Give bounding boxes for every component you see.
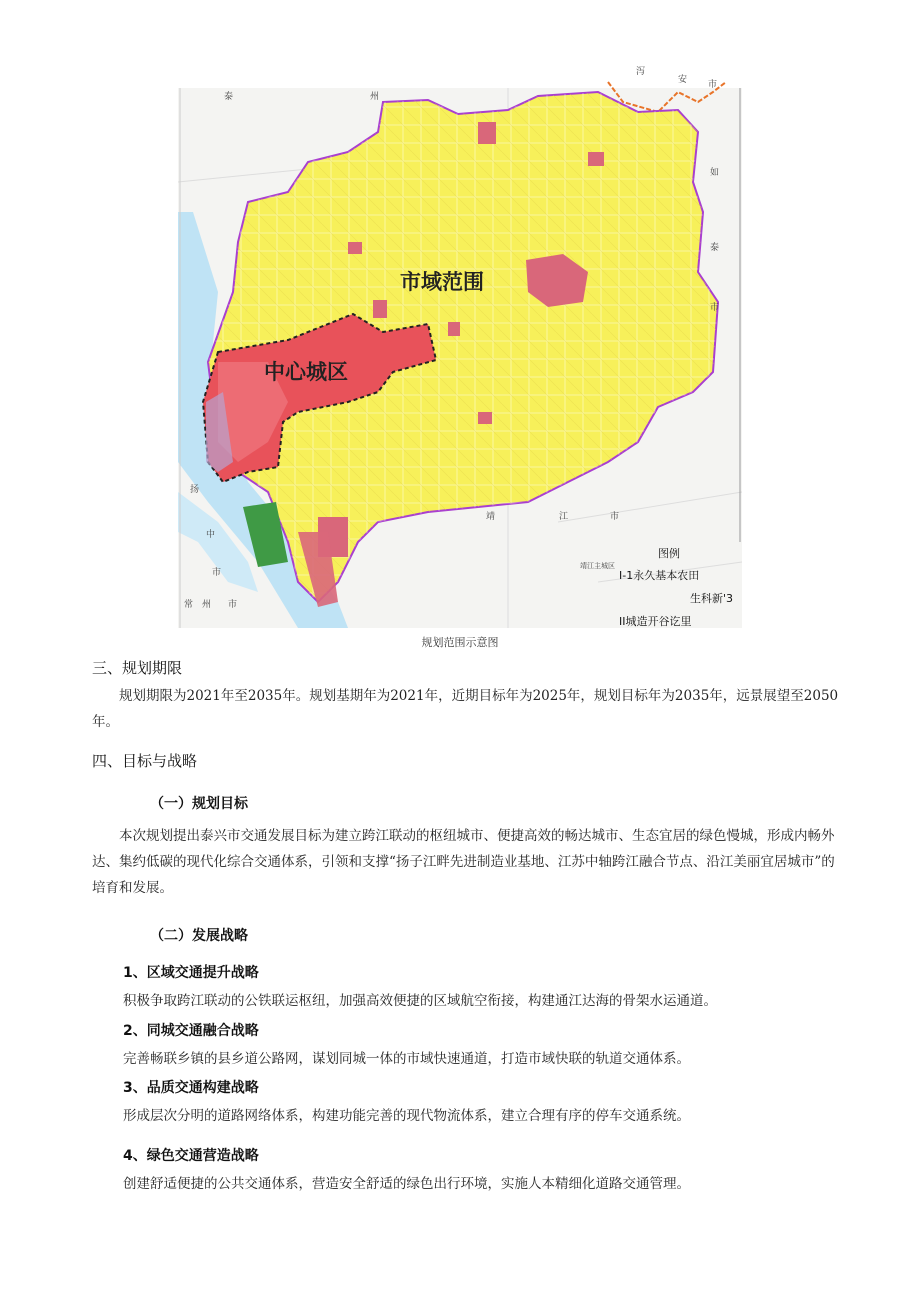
- legend-item: 靖江主城区: [580, 562, 615, 570]
- edge-label: 中: [206, 530, 216, 540]
- edge-label: 市: [710, 303, 720, 313]
- edge-label: 泰: [224, 92, 234, 102]
- edge-label: 市: [212, 568, 222, 578]
- edge-label: 市: [610, 512, 620, 522]
- figure-caption: 规划范围示意图: [421, 636, 499, 649]
- legend-item: I-1永久基本农田: [619, 569, 700, 582]
- edge-label: 州: [370, 92, 380, 102]
- legend-title: 图例: [658, 547, 680, 560]
- strategy-text: 创建舒适便捷的公共交通体系，营造安全舒适的绿色出行环境，实施人本精细化道路交通管理。: [123, 1176, 690, 1192]
- edge-label: 如: [710, 168, 720, 178]
- legend-item: 生科新'3: [690, 592, 734, 605]
- city-area-label: 市域范围: [400, 270, 484, 294]
- edge-label: 常: [184, 600, 194, 610]
- strategy-title: 4、绿色交通营造战略: [123, 1148, 259, 1164]
- edge-label: 市: [228, 600, 238, 610]
- legend-item: II城造开谷讫里: [619, 615, 692, 628]
- strategy-text: 完善畅联乡镇的县乡道公路网，谋划同城一体的市域快速通道，打造市域快联的轨道交通体系。: [123, 1051, 690, 1067]
- subsection-heading: （一）规划目标: [150, 796, 248, 812]
- strategy-text: 形成层次分明的道路网络体系，构建功能完善的现代物流体系，建立合理有序的停车交通系统。: [123, 1108, 690, 1124]
- edge-label: 靖: [486, 512, 496, 522]
- edge-label: 安: [678, 75, 688, 85]
- strategy-title: 1、区域交通提升战略: [123, 965, 259, 981]
- dev-zone-small: [373, 300, 387, 318]
- strategy-text: 积极争取跨江联动的公铁联运枢纽，加强高效便捷的区域航空衔接，构建通江达海的骨架水运通道。: [123, 993, 717, 1009]
- paragraph: 本次规划提出泰兴市交通发展目标为建立跨江联动的枢纽城市、便捷高效的畅达城市、生态宜居的绿色慢城，形成内畅外达、集约低碳的现代化综合交通体系，引领和支撑“扬子江畔先进制造业基地、江苏中轴跨江融合节点、沿江美丽宜居城市”的培育和发展。: [92, 828, 835, 896]
- edge-label: 江: [559, 512, 569, 522]
- strategy-title: 2、同城交通融合战略: [123, 1023, 259, 1039]
- edge-label: 市: [708, 80, 718, 90]
- strategy-title: 3、品质交通构建战略: [123, 1080, 259, 1096]
- paragraph: 规划期限为2021年至2035年。规划基期年为2021年，近期目标年为2025年，规划目标年为2035年，远景展望至2050年。: [92, 688, 839, 730]
- edge-label: 泻: [636, 67, 646, 77]
- edge-label: 扬: [190, 485, 200, 495]
- section-heading: 三、规划期限: [92, 659, 183, 677]
- central-city-label: 中心城区: [264, 360, 348, 384]
- planning-area-map: [178, 62, 742, 628]
- section-heading: 四、目标与战略: [92, 752, 198, 770]
- map-graphic: [178, 62, 742, 628]
- edge-label: 州: [202, 600, 212, 610]
- subsection-heading: （二）发展战略: [150, 928, 248, 944]
- edge-label: 泰: [710, 243, 720, 253]
